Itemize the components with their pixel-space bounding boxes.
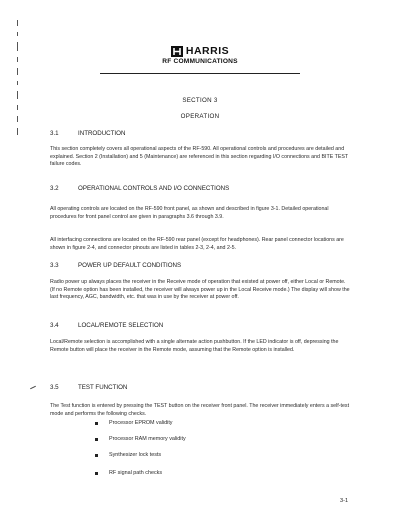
- harris-logo-icon: [171, 46, 183, 57]
- heading-3-3: 3.3 POWER UP DEFAULT CONDITIONS: [50, 262, 182, 269]
- company-header: [0, 45, 400, 65]
- section-label: SECTION 3: [182, 97, 218, 104]
- para-3-3: Radio power up always places the receiver in the Receive mode of operation that existed at power off, either Local or Remote. (If no Remote option has been installed, the receiver will always power up in the Local Receive mode.) The display will show the last frequency, AGC, bandwidth, etc. that was in use by the receiver at power off.: [50, 279, 350, 301]
- section-title: OPERATION: [180, 113, 220, 120]
- page-number: 3-1: [340, 498, 349, 504]
- brand-name: HARRIS: [185, 45, 230, 57]
- stray-mark: [30, 386, 36, 389]
- para-3-2-a: All operating controls are located on the RF-590 front panel, as shown and described in figure 3-1. Detailed operational procedures for front panel control are given in paragraphs 3.6 through 3.9.: [50, 206, 329, 220]
- para-3-1: This section completely covers all operational aspects of the RF-590. All operational controls and procedures are detailed and explained. Section 2 (Installation) and 5 (Maintenance) are referenced in this section regarding I/O connections and BITE TEST failure codes.: [50, 146, 349, 168]
- para-3-5: The Test function is entered by pressing the TEST button on the receiver front panel. The receiver immediately enters a self-test mode and performs the following checks.: [50, 403, 350, 417]
- para-3-2-b: All interfacing connections are located on the RF-590 rear panel (except for headphones). Rear panel connector locations are shown in figure 2-4, and connector pinouts are listed in tables 2-3, 2-4, and 2-5.: [50, 237, 344, 251]
- list-item: RF signal path checks: [95, 470, 162, 476]
- heading-3-1: 3.1 INTRODUCTION: [50, 130, 126, 137]
- margin-marks: [17, 20, 19, 170]
- list-item: Processor EPROM validity: [95, 420, 173, 426]
- list-item: Synthesizer lock tests: [95, 452, 161, 458]
- para-3-4: Local/Remote selection is accomplished with a single alternate action pushbutton. If the LED indicator is off, depressing the Remote button will place the receiver in the Remote mode, assuming that the Remote option is installed.: [50, 339, 339, 353]
- heading-3-5: 3.5 TEST FUNCTION: [50, 384, 128, 391]
- list-item: Processor RAM memory validity: [95, 436, 186, 442]
- header-rule: [100, 73, 300, 74]
- heading-3-4: 3.4 LOCAL/REMOTE SELECTION: [50, 322, 164, 329]
- division-name: RF COMMUNICATIONS: [162, 58, 238, 65]
- heading-3-2: 3.2 OPERATIONAL CONTROLS AND I/O CONNECTIONS: [50, 185, 230, 192]
